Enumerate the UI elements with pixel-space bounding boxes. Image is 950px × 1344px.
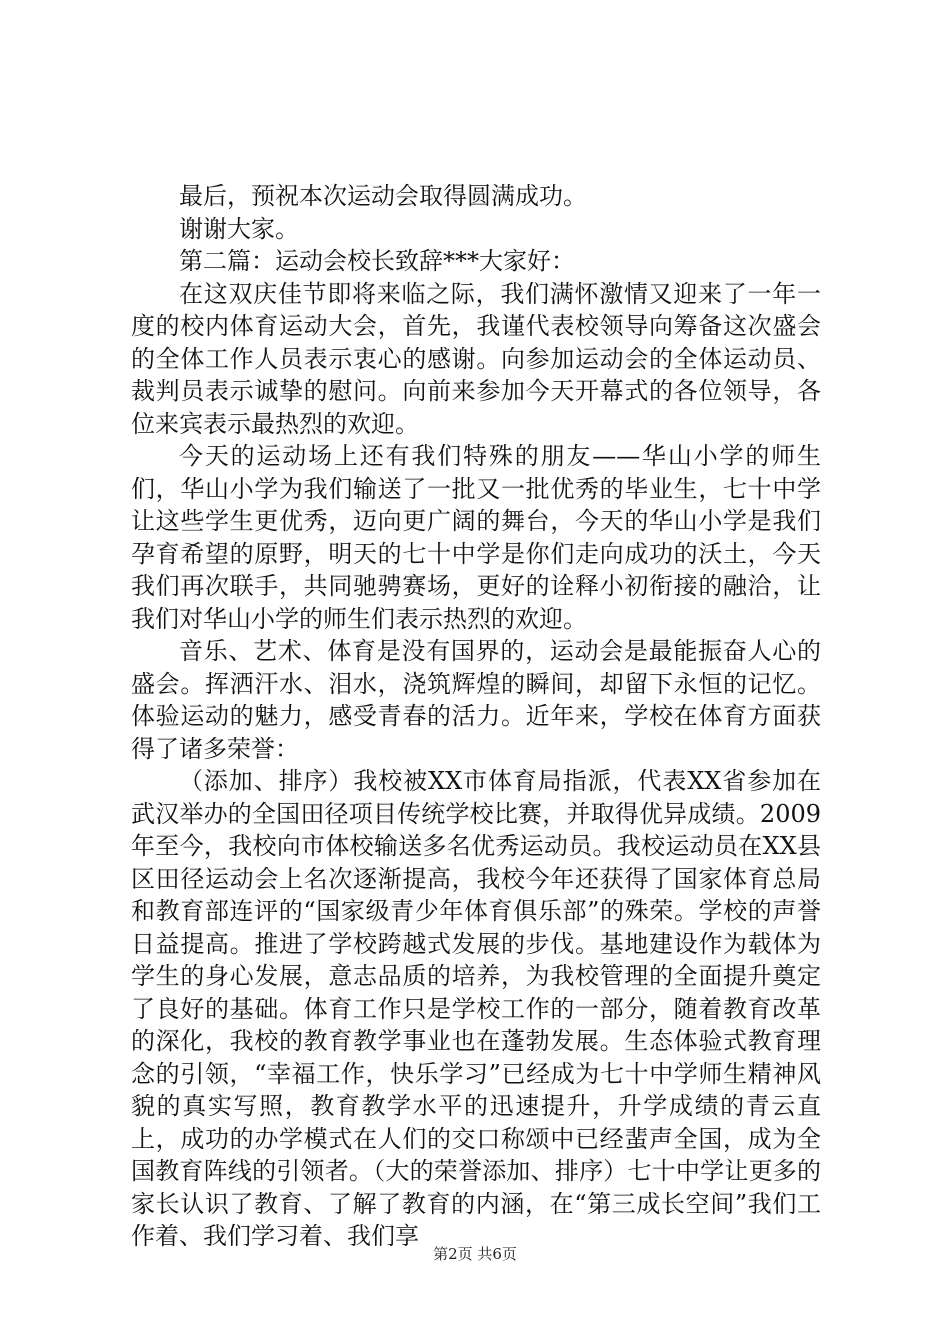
section-heading: 第二篇：运动会校长致辞***大家好：	[179, 247, 575, 275]
paragraph-closing-wish: 最后，预祝本次运动会取得圆满成功。	[179, 182, 587, 210]
document-body	[131, 180, 821, 1253]
paragraph-sports-spirit: 音乐、艺术、体育是没有国界的，运动会是最能振奋人心的盛会。挥洒汗水、泪水，浇筑辉煌的瞬间，却留下永恒的记忆。体验运动的魅力，感受青春的活力。近年来，学校在体育方面获得了诸多荣誉：	[131, 637, 821, 763]
page-footer: 第2页 共6页	[433, 1245, 517, 1263]
paragraph-honors: （添加、排序）我校被XX市体育局指派，代表XX省参加在武汉举办的全国田径项目传统学校比赛，并取得优异成绩。2009年至今，我校向市体校输送多名优秀运动员。我校运动员在XX县区田径运动会上名次逐渐提高，我校今年还获得了国家体育总局和教育部连评的“国家级青少年体育俱乐部”的殊荣。学校的声誉日益提高。推进了学校跨越式发展的步伐。基地建设作为载体为学生的身心发展，意志品质的培养，为我校管理的全面提升奠定了良好的基础。体育工作只是学校工作的一部分，随着教育改革的深化，我校的教育教学事业也在蓬勃发展。生态体验式教育理念的引领，“幸福工作，快乐学习”已经成为七十中学师生精神风貌的真实写照，教育教学水平的迅速提升，升学成绩的青云直上，成功的办学模式在人们的交口称颂中已经蜚声全国，成为全国教育阵线的引领者。（大的荣誉添加、排序）七十中学让更多的家长认识了教育、了解了教育的内涵，在“第三成长空间”我们工作着、我们学习着、我们享	[131, 767, 821, 1250]
paragraph-thanks: 谢谢大家。	[179, 214, 299, 243]
paragraph-welcome: 在这双庆佳节即将来临之际，我们满怀激情又迎来了一年一度的校内体育运动大会，首先，我谨代表校领导向筹备这次盛会的全体工作人员表示衷心的感谢。向参加运动会的全体运动员、裁判员表示诚挚的慰问。向前来参加今天开幕式的各位领导，各位来宾表示最热烈的欢迎。	[131, 279, 821, 438]
paragraph-huashan: 今天的运动场上还有我们特殊的朋友——华山小学的师生们，华山小学为我们输送了一批又一批优秀的毕业生，七十中学让这些学生更优秀，迈向更广阔的舞台，今天的华山小学是我们孕育希望的原野，明天的七十中学是你们走向成功的沃土，今天我们再次联手，共同驰骋赛场，更好的诠释小初衔接的融洽，让我们对华山小学的师生们表示热烈的欢迎。	[131, 442, 821, 633]
